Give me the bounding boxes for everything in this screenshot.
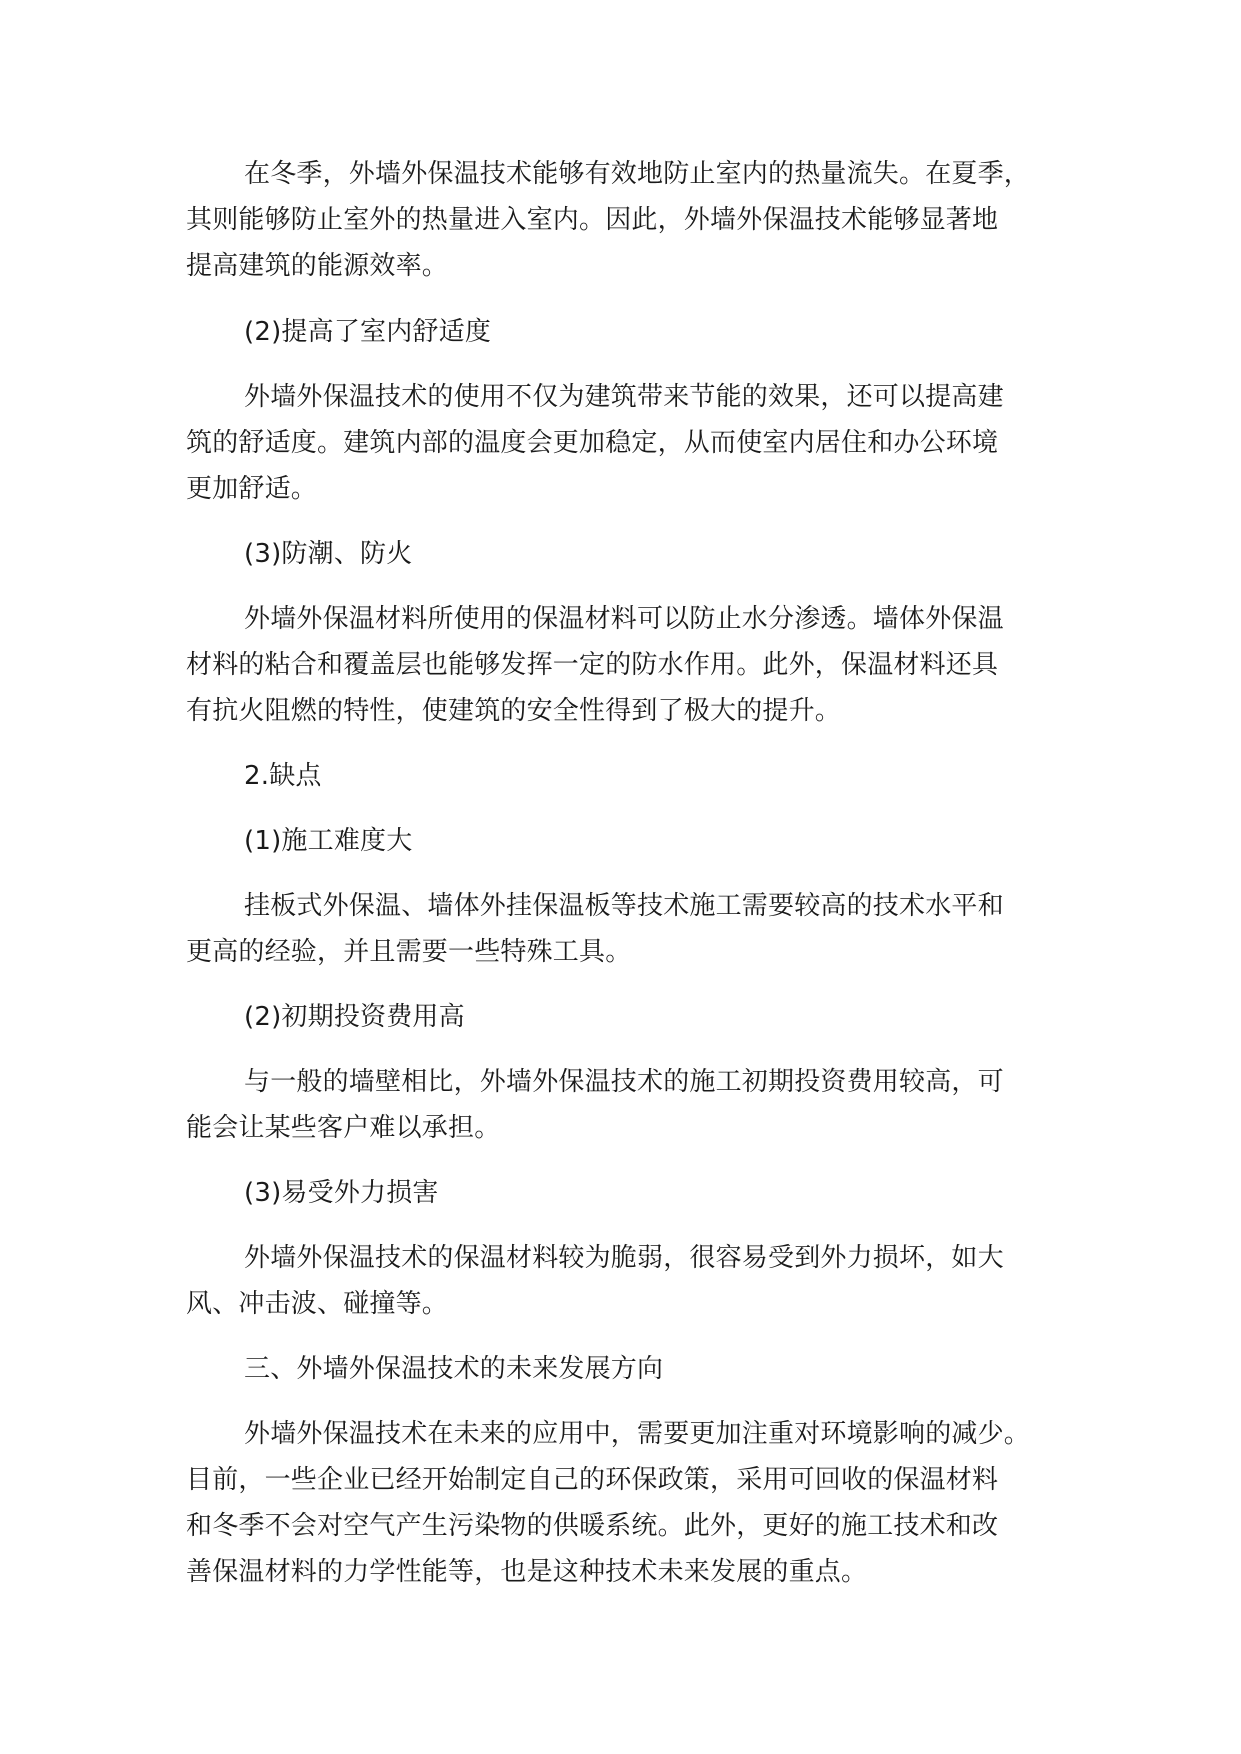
paragraph-line: 善保温材料的力学性能等，也是这种技术未来发展的重点。 xyxy=(186,1557,868,1587)
section-heading: (2)提高了室内舒适度 xyxy=(244,317,492,347)
section-heading: (2)初期投资费用高 xyxy=(244,1002,465,1032)
paragraph-line: 筑的舒适度。建筑内部的温度会更加稳定，从而使室内居住和办公环境 xyxy=(186,428,999,458)
paragraph-line: 目前，一些企业已经开始制定自己的环保政策，采用可回收的保温材料 xyxy=(186,1465,999,1495)
paragraph-line: 与一般的墙壁相比，外墙外保温技术的施工初期投资费用较高，可 xyxy=(244,1067,1004,1097)
paragraph-line: 风、冲击波、碰撞等。 xyxy=(186,1289,449,1319)
paragraph-line: 更高的经验，并且需要一些特殊工具。 xyxy=(186,937,632,967)
paragraph-line: 有抗火阻燃的特性，使建筑的安全性得到了极大的提升。 xyxy=(186,696,842,726)
paragraph-line: 外墙外保温技术的使用不仅为建筑带来节能的效果，还可以提高建 xyxy=(244,382,1004,412)
section-heading: (3)易受外力损害 xyxy=(244,1178,439,1208)
paragraph-line: 材料的粘合和覆盖层也能够发挥一定的防水作用。此外，保温材料还具 xyxy=(186,650,999,680)
paragraph-line: 外墙外保温技术在未来的应用中，需要更加注重对环境影响的减少。 xyxy=(244,1419,1031,1449)
paragraph-line: 外墙外保温技术的保温材料较为脆弱，很容易受到外力损坏，如大 xyxy=(244,1243,1004,1273)
paragraph-line: 和冬季不会对空气产生污染物的供暖系统。此外，更好的施工技术和改 xyxy=(186,1511,999,1541)
paragraph-line: 挂板式外保温、墙体外挂保温板等技术施工需要较高的技术水平和 xyxy=(244,891,1004,921)
section-heading: 2.缺点 xyxy=(244,761,322,791)
paragraph-line: 外墙外保温材料所使用的保温材料可以防止水分渗透。墙体外保温 xyxy=(244,604,1004,634)
paragraph-line: 在冬季，外墙外保温技术能够有效地防止室内的热量流失。在夏季， xyxy=(244,159,1031,189)
paragraph-line: 能会让某些客户难以承担。 xyxy=(186,1113,501,1143)
section-heading: (3)防潮、防火 xyxy=(244,539,413,569)
paragraph-line: 提高建筑的能源效率。 xyxy=(186,251,449,281)
paragraph-line: 其则能够防止室外的热量进入室内。因此，外墙外保温技术能够显著地 xyxy=(186,205,999,235)
section-heading: 三、外墙外保温技术的未来发展方向 xyxy=(244,1354,664,1384)
paragraph-line: 更加舒适。 xyxy=(186,474,318,504)
section-heading: (1)施工难度大 xyxy=(244,826,413,856)
